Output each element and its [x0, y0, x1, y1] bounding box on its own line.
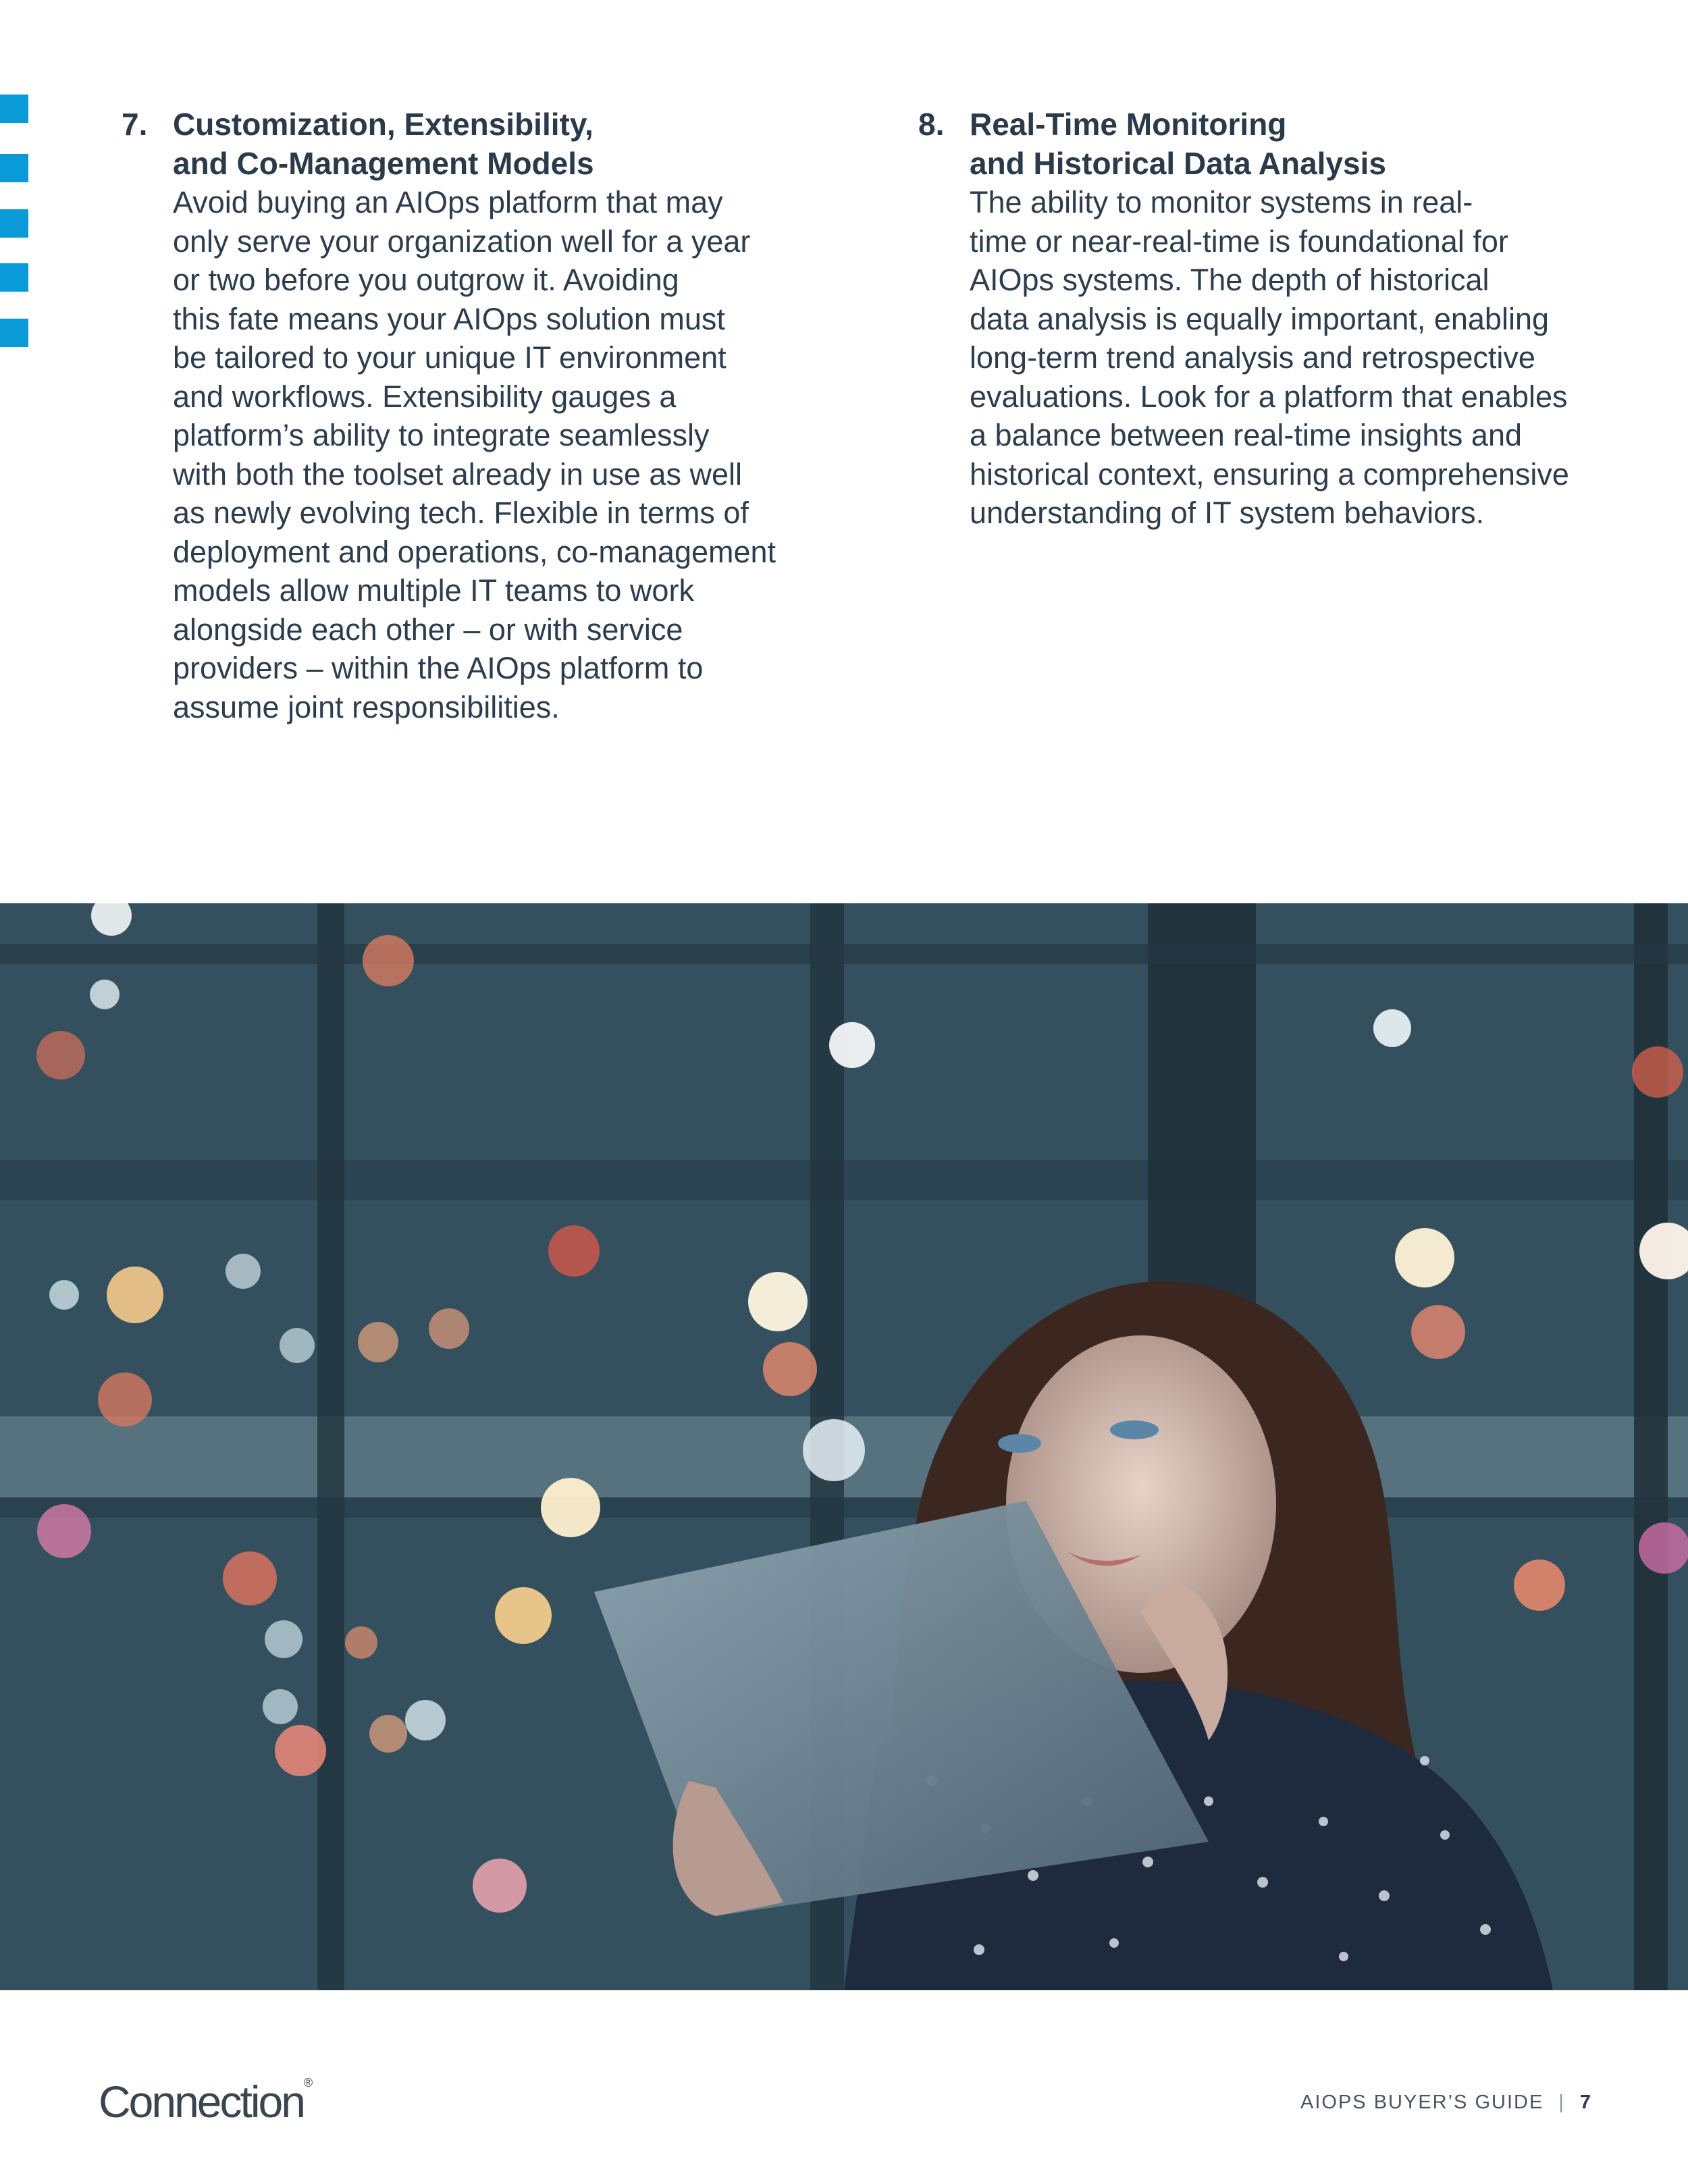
photo-illustration — [0, 903, 1688, 1990]
body-line: historical context, ensuring a comprehensive — [970, 456, 1569, 491]
body-line: data analysis is equally important, enabling — [970, 301, 1550, 336]
body-line: only serve your organization well for a year — [173, 223, 751, 259]
guide-title: AIOPS BUYER’S GUIDE — [1300, 2092, 1544, 2113]
title-line: Real-Time Monitoring — [970, 107, 1287, 142]
page-footer — [1300, 2092, 1591, 2114]
body-line: alongside each other – or with service — [173, 612, 683, 647]
body-line: deployment and operations, co-management — [173, 534, 776, 569]
registered-mark: ® — [303, 2076, 313, 2089]
body-line: evaluations. Look for a platform that enables — [970, 379, 1568, 414]
tab-marker — [0, 263, 28, 292]
title-line: and Historical Data Analysis — [970, 146, 1386, 181]
body-line: platform’s ability to integrate seamlessly — [173, 418, 710, 452]
logo-text: Connection — [99, 2077, 304, 2127]
body-line: time or near-real-time is foundational for — [970, 223, 1508, 259]
photo-woman-with-tablet — [0, 903, 1688, 1990]
section-body — [970, 183, 1627, 533]
body-line: understanding of IT system behaviors. — [970, 496, 1485, 530]
section-title — [173, 105, 797, 183]
section-body — [173, 183, 797, 726]
tab-marker — [0, 319, 28, 347]
title-line: Customization, Extensibility, — [173, 107, 594, 142]
body-line: The ability to monitor systems in real- — [970, 185, 1473, 219]
body-line: and workflows. Extensibility gauges a — [173, 379, 677, 414]
connection-logo — [99, 2076, 313, 2127]
page-number: 7 — [1579, 2092, 1591, 2113]
tab-marker — [0, 154, 28, 182]
section-number: 7. — [122, 107, 148, 142]
body-line: with both the toolset already in use as well — [173, 456, 742, 491]
body-line: as newly evolving tech. Flexible in terms of — [173, 496, 749, 530]
body-line: this fate means your AIOps solution must — [173, 301, 725, 336]
body-line: a balance between real-time insights and — [970, 418, 1522, 452]
body-line: assume joint responsibilities. — [173, 689, 560, 724]
section-title — [970, 105, 1627, 183]
body-line: or two before you outgrow it. Avoiding — [173, 263, 679, 297]
body-line: Avoid buying an AIOps platform that may — [173, 185, 723, 219]
footer-separator: | — [1558, 2092, 1565, 2113]
section-7 — [122, 105, 797, 726]
tab-marker — [0, 209, 28, 238]
section-number: 8. — [918, 107, 945, 142]
body-line: providers – within the AIOps platform to — [173, 651, 704, 685]
body-line: be tailored to your unique IT environment — [173, 340, 727, 375]
body-line: AIOps systems. The depth of historical — [970, 263, 1489, 297]
section-8 — [918, 105, 1627, 533]
title-line: and Co-Management Models — [173, 146, 594, 181]
body-line: models allow multiple IT teams to work — [173, 573, 694, 608]
tab-marker — [0, 95, 28, 123]
body-line: long-term trend analysis and retrospective — [970, 340, 1535, 375]
